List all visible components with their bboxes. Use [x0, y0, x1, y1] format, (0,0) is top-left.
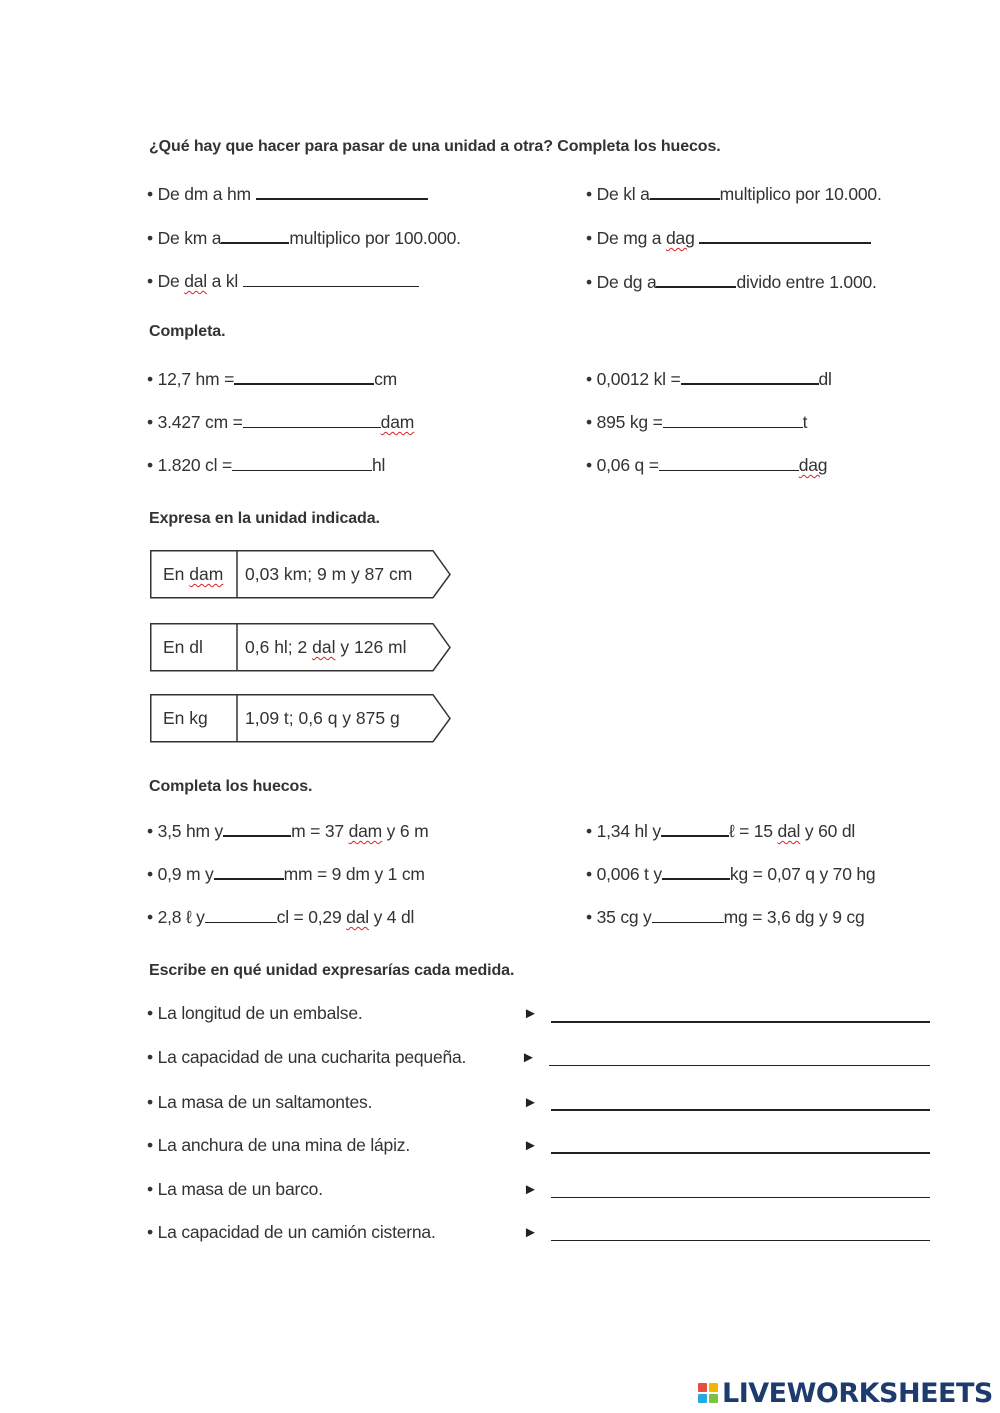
answer-blank[interactable] [656, 271, 736, 288]
item-text: mg = 3,6 dg y 9 cg [723, 907, 865, 927]
section-title-units: Escribe en qué unidad expresarías cada medida. [149, 962, 515, 979]
item-text: cm [374, 369, 398, 389]
item-text: cl = 0,29 [276, 907, 347, 927]
item-text: • De mg a [586, 228, 666, 248]
item-text: • De dg a [586, 272, 657, 292]
exercise-item [147, 412, 414, 433]
exercise-item [586, 820, 855, 842]
item-text: divido entre 1.000. [736, 272, 877, 292]
exercise-item [147, 271, 419, 292]
item-text: • 2,8 ℓ y [147, 907, 205, 927]
exercise-item [147, 820, 428, 842]
item-text: hl [371, 455, 386, 475]
express-unit: En dam [163, 564, 224, 584]
answer-blank[interactable] [661, 820, 729, 837]
logo-text: LIVEWORKSHEETS [722, 1377, 993, 1409]
item-text: multiplico por 10.000. [719, 184, 882, 204]
express-values: 1,09 t; 0,6 q y 875 g [245, 708, 400, 728]
item-text: a kl [207, 271, 243, 291]
item-text: • De dm a hm [147, 184, 256, 204]
item-text: • 0,006 t y [586, 864, 662, 884]
answer-line[interactable] [551, 1021, 930, 1023]
spellcheck-word: dal [184, 271, 207, 291]
answer-line[interactable] [551, 1152, 930, 1154]
section-title-gaps: Completa los huecos. [149, 778, 313, 795]
exercise-item [586, 412, 807, 433]
answer-line[interactable] [549, 1065, 930, 1066]
arrow-right-icon: ► [521, 1049, 536, 1066]
item-text: y 60 dl [800, 821, 856, 841]
answer-blank[interactable] [243, 271, 419, 287]
answer-blank[interactable] [659, 455, 799, 471]
arrow-right-icon: ► [523, 1094, 538, 1111]
item-text: • 1.820 cl = [147, 455, 232, 475]
express-box [150, 694, 450, 742]
answer-blank[interactable] [681, 368, 819, 385]
answer-blank[interactable] [699, 227, 871, 244]
item-text: • 895 kg = [586, 412, 663, 432]
exercise-item [147, 183, 428, 205]
arrow-right-icon: ► [523, 1005, 538, 1022]
item-text: kg = 0,07 q y 70 hg [729, 864, 876, 884]
exercise-item [586, 271, 877, 293]
answer-line[interactable] [551, 1109, 930, 1111]
item-text: • 35 cg y [586, 907, 652, 927]
section-title-conversion: ¿Qué hay que hacer para pasar de una unidad a otra? Completa los huecos. [149, 138, 721, 155]
express-unit: En kg [163, 708, 208, 728]
section-title-complete: Completa. [149, 323, 226, 340]
item-text: • 3.427 cm = [147, 412, 243, 432]
arrow-right-icon: ► [523, 1181, 538, 1198]
measure-item-label: • La capacidad de un camión cisterna. [147, 1222, 436, 1242]
arrow-right-icon: ► [523, 1137, 538, 1154]
item-text: dl [818, 369, 832, 389]
answer-blank[interactable] [662, 863, 730, 880]
logo-square [698, 1383, 707, 1392]
answer-blank[interactable] [223, 820, 291, 837]
exercise-item [586, 368, 832, 390]
item-text: • 1,34 hl y [586, 821, 661, 841]
item-text: mm = 9 dm y 1 cm [283, 864, 425, 884]
item-text: • 0,0012 kl = [586, 369, 681, 389]
spellcheck-word: dam [380, 412, 415, 432]
exercise-item [586, 907, 865, 928]
item-text: • 3,5 hm y [147, 821, 224, 841]
answer-blank[interactable] [663, 412, 803, 428]
item-text: • 12,7 hm = [147, 369, 235, 389]
answer-blank[interactable] [652, 907, 724, 923]
spellcheck-word: dag [798, 455, 828, 475]
section-title-express: Expresa en la unidad indicada. [149, 510, 380, 527]
item-text: y 4 dl [368, 907, 415, 927]
measure-item-label: • La capacidad de una cucharita pequeña. [147, 1047, 467, 1067]
liveworksheets-logo[interactable] [698, 1378, 993, 1408]
item-text: y 6 m [382, 821, 429, 841]
exercise-item [586, 455, 827, 476]
answer-blank[interactable] [221, 227, 289, 244]
express-unit: En dl [163, 637, 203, 657]
measure-item-label: • La masa de un saltamontes. [147, 1092, 373, 1112]
answer-blank[interactable] [214, 863, 284, 880]
logo-square [709, 1394, 718, 1403]
measure-item-label: • La masa de un barco. [147, 1179, 323, 1199]
answer-blank[interactable] [243, 412, 381, 428]
answer-blank[interactable] [234, 368, 374, 385]
exercise-item [147, 863, 425, 885]
exercise-item [586, 863, 875, 885]
exercise-item [147, 227, 461, 249]
logo-icon [698, 1383, 718, 1403]
item-text: m = 37 [291, 821, 349, 841]
express-box [150, 550, 450, 598]
exercise-item [147, 907, 414, 928]
exercise-item [147, 368, 397, 390]
spellcheck-word: dag [666, 228, 695, 248]
item-text: t [802, 412, 808, 432]
item-text: multiplico por 100.000. [289, 228, 461, 248]
answer-blank[interactable] [650, 183, 720, 200]
answer-blank[interactable] [232, 455, 372, 471]
exercise-item [147, 455, 385, 476]
item-text: • 0,06 q = [586, 455, 659, 475]
arrow-right-icon: ► [523, 1224, 538, 1241]
item-text: • De km a [147, 228, 222, 248]
item-text: ℓ = 15 [728, 821, 778, 841]
express-box [150, 623, 450, 671]
item-text: • De [147, 271, 185, 291]
exercise-item [586, 183, 882, 205]
spellcheck-word: dal [777, 821, 801, 841]
logo-square [709, 1383, 718, 1392]
express-values: 0,6 hl; 2 dal y 126 ml [245, 637, 407, 657]
spellcheck-word: dal [346, 907, 369, 927]
measure-item-label: • La anchura de una mina de lápiz. [147, 1135, 410, 1155]
answer-line[interactable] [551, 1240, 930, 1241]
item-text: • 0,9 m y [147, 864, 214, 884]
item-text: • De kl a [586, 184, 650, 204]
answer-blank[interactable] [205, 907, 277, 923]
logo-square [698, 1394, 707, 1403]
exercise-item [586, 227, 871, 249]
spellcheck-word: dam [348, 821, 383, 841]
express-values: 0,03 km; 9 m y 87 cm [245, 564, 413, 584]
answer-line[interactable] [551, 1197, 930, 1198]
measure-item-label: • La longitud de un embalse. [147, 1003, 363, 1023]
answer-blank[interactable] [256, 183, 428, 200]
